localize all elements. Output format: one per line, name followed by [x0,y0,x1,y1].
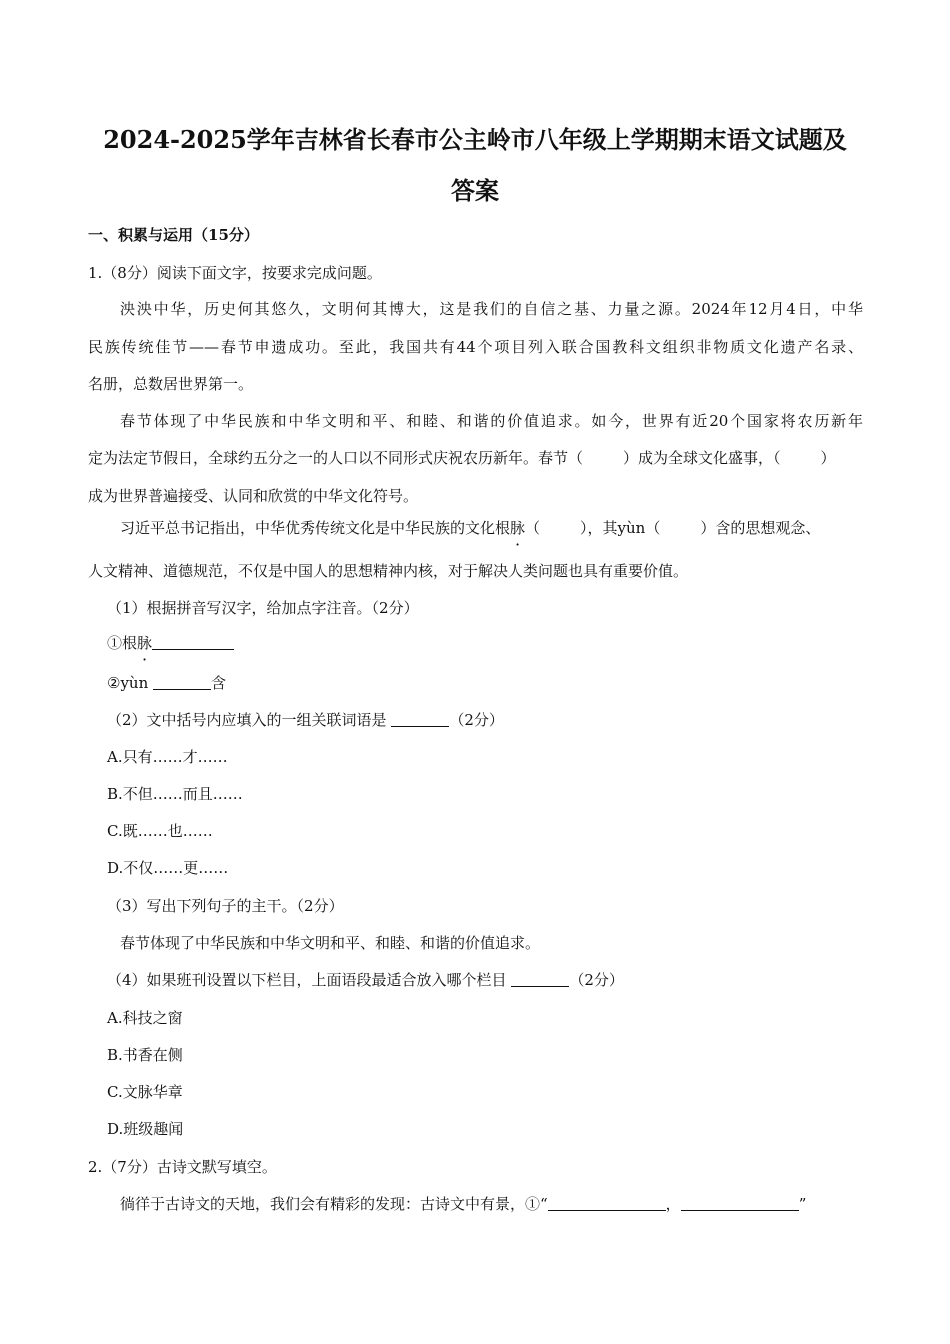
answer-blank[interactable] [548,1194,666,1211]
option-a: A.只有……才…… [107,748,228,766]
item-text: ①根 [107,634,138,652]
answer-blank[interactable] [153,673,211,690]
option-b: B.书香在侧 [107,1046,183,1064]
option-d: D.班级趣闻 [107,1120,184,1138]
option-c: C.既……也…… [107,822,213,840]
sub-question-1: （1）根据拼音写汉字，给加点字注音。（2分） [107,599,419,617]
item-text: ②yùn [107,674,149,692]
passage-text: （ [525,519,541,537]
question-2-stem: 2.（7分）古诗文默写填空。 [88,1158,277,1176]
passage-text: ），其yùn（ [580,519,661,537]
sub-question-2 [107,709,504,731]
passage-paragraph-2-line-1: 春节体现了中华民族和中华文明和平、和睦、和谐的价值追求。如今，世界有近20个国家将农历新年 [120,412,863,430]
passage-paragraph-2-line-2 [88,447,863,469]
question-2-line-1 [120,1193,806,1215]
score-text: （2分） [569,971,624,989]
option-c: C.文脉华章 [107,1083,183,1101]
option-d: D.不仅……更…… [107,859,229,877]
question-1-stem: 1.（8分）阅读下面文字，按要求完成问题。 [88,264,382,282]
document-title-line-1: 2024-2025学年吉林省长春市公主岭市八年级上学期期末语文试题及 [103,125,847,154]
answer-blank[interactable] [511,970,569,987]
dotted-character: 脉 [137,634,153,652]
passage-text: ） [820,449,836,467]
sub-question-3-sentence: 春节体现了中华民族和中华文明和平、和睦、和谐的价值追求。 [120,934,541,952]
document-title-line-2: 答案 [451,176,499,205]
question-text: 徜徉于古诗文的天地，我们会有精彩的发现：古诗文中有景，①“ [120,1195,548,1213]
sub-question-1-item-a [107,632,234,654]
question-text: （4）如果班刊设置以下栏目，上面语段最适合放入哪个栏目 [107,971,507,989]
answer-blank[interactable] [681,1194,799,1211]
passage-paragraph-1-line-2: 民族传统佳节——春节申遗成功。至此，我国共有44个项目列入联合国教科文组织非物质文化遗产名录、 [88,338,863,356]
passage-paragraph-1-line-1: 泱泱中华，历史何其悠久，文明何其博大，这是我们的自信之基、力量之源。2024年12月4日，中华 [120,300,863,318]
option-b: B.不但……而且…… [107,785,243,803]
sub-question-3: （3）写出下列句子的主干。（2分） [107,897,344,915]
passage-text: 定为法定节假日，全球约五分之一的人口以不同形式庆祝农历新年。春节（ [88,449,584,467]
question-text: （2）文中括号内应填入的一组关联词语是 [107,711,387,729]
passage-text: 习近平总书记指出，中华优秀传统文化是中华民族的文化根 [120,519,511,537]
passage-paragraph-1-line-3: 名册，总数居世界第一。 [88,375,254,393]
option-a: A.科技之窗 [107,1009,183,1027]
passage-text: ）成为全球文化盛事，（ [623,449,781,467]
question-text: ， [665,1195,681,1213]
passage-text: ）含的思想观念、 [700,519,821,537]
answer-blank[interactable] [152,633,234,650]
score-text: （2分） [449,711,504,729]
question-text: ” [798,1195,807,1213]
item-text: 含 [211,674,227,692]
section-heading: 一、积累与运用（15分） [88,226,259,244]
sub-question-1-item-b [107,672,226,694]
passage-paragraph-3-line-1 [120,517,820,539]
answer-blank[interactable] [391,710,449,727]
sub-question-4 [107,969,624,991]
passage-paragraph-2-line-3: 成为世界普遍接受、认同和欣赏的中华文化符号。 [88,487,419,505]
passage-paragraph-3-line-2: 人文精神、道德规范，不仅是中国人的思想精神内核，对于解决人类问题也具有重要价值。 [88,562,689,580]
dotted-character: 脉 [510,519,526,537]
